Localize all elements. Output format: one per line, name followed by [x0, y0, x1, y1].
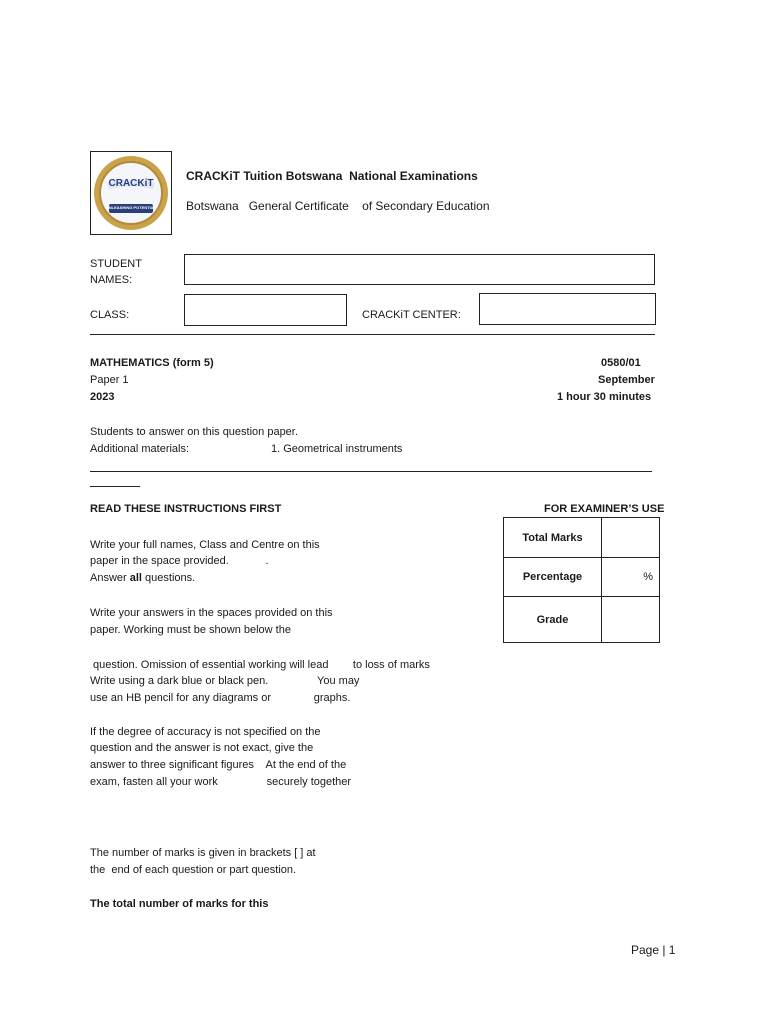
header-subtitle: Botswana General Certificate of Secondary Education: [186, 199, 490, 213]
instruction-text: question. Omission of essential working will lead to loss of marks: [90, 659, 430, 671]
year: 2023: [90, 391, 115, 403]
logo-frame: [90, 151, 172, 235]
duration: 1 hour 30 minutes: [557, 391, 652, 403]
instruction-text: question and the answer is not exact, give the: [90, 742, 314, 754]
instruction-text: the end of each question or part question.: [90, 864, 297, 876]
examiner-table-label: Grade: [504, 597, 602, 643]
instruction-text: use an HB pencil for any diagrams or graphs.: [90, 692, 351, 704]
examiner-table: [503, 517, 660, 643]
divider-tail: [90, 486, 140, 487]
instruction-text: answer to three significant figures At the end of the: [90, 759, 347, 771]
instruction-text: Write your full names, Class and Centre on this: [90, 539, 320, 551]
instruction-text: [90, 570, 195, 587]
divider: [90, 471, 652, 472]
crackit-center-label: CRACKiT CENTER:: [362, 309, 461, 321]
instructions-heading: READ THESE INSTRUCTIONS FIRST: [90, 503, 282, 515]
student-names-label-line2: NAMES:: [90, 274, 133, 286]
class-field[interactable]: [184, 294, 347, 326]
instruction-text: paper. Working must be shown below the: [90, 624, 291, 636]
subject: MATHEMATICS (form 5): [90, 357, 214, 369]
instruction-text: exam, fasten all your work securely together: [90, 776, 352, 788]
class-label: CLASS:: [90, 309, 130, 321]
paper-code: 0580/01: [601, 357, 641, 369]
page-number: Page | 1: [631, 943, 676, 957]
total-marks-note: The total number of marks for this: [90, 898, 269, 910]
instruction-text-part: questions.: [141, 572, 196, 584]
logo-tagline: UNLEASHING POTENTIAL: [105, 205, 157, 210]
session: September: [598, 374, 655, 386]
instruction-text: Write using a dark blue or black pen. You may: [90, 675, 360, 687]
instruction-text-part: Answer: [90, 572, 130, 584]
table-row: [504, 518, 660, 558]
crackit-center-field[interactable]: [479, 293, 656, 325]
total-marks-cell[interactable]: [602, 518, 660, 558]
instruction-text: The number of marks is given in brackets [ ] at: [90, 847, 316, 859]
logo-wordmark: CRACKiT: [108, 178, 154, 189]
additional-materials-label: Additional materials:: [90, 443, 190, 455]
percentage-cell[interactable]: %: [602, 558, 660, 597]
divider: [90, 334, 655, 335]
crackit-logo-icon: [93, 155, 169, 231]
grade-cell[interactable]: [602, 597, 660, 643]
additional-materials-item: 1. Geometrical instruments: [271, 443, 403, 455]
student-names-label-line1: STUDENT: [90, 258, 142, 270]
table-row: [504, 597, 660, 643]
examiner-table-label: Percentage: [504, 558, 602, 597]
examiner-use-heading: FOR EXAMINER’S USE: [544, 503, 665, 515]
instruction-text: paper in the space provided. .: [90, 555, 269, 567]
instruction-text: If the degree of accuracy is not specified on the: [90, 726, 321, 738]
examiner-table-label: Total Marks: [504, 518, 602, 558]
table-row: [504, 558, 660, 597]
instruction-emphasis: all: [129, 572, 142, 584]
header-title: CRACKiT Tuition Botswana National Examinations: [186, 169, 478, 183]
student-names-field[interactable]: [184, 254, 655, 285]
paper-number: Paper 1: [90, 374, 129, 386]
instruction-text: Write your answers in the spaces provided on this: [90, 607, 333, 619]
answer-on-paper-note: Students to answer on this question paper.: [90, 426, 298, 438]
